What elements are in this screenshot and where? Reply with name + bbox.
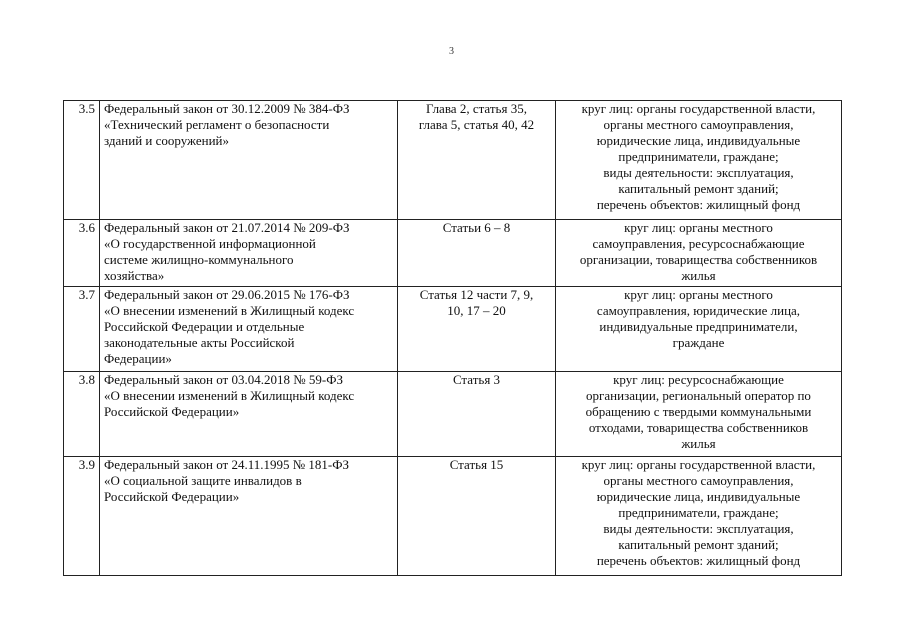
scope-line: обращению с твердыми коммунальными [585,404,812,419]
law-title-line: зданий и сооружений» [104,133,229,148]
table-row [64,457,842,576]
row-number: 3.9 [64,457,100,576]
law-title-line: «Технический регламент о безопасности [104,117,330,132]
scope-cell [556,457,842,576]
articles-line: Статья 3 [452,372,501,387]
scope-line: жилья [681,436,716,451]
law-title-line: системе жилищно-коммунального [104,252,294,267]
articles-cell [398,101,556,220]
scope-cell [556,287,842,372]
scope-line: круг лиц: органы местного [624,220,773,235]
articles-line: Статья 15 [449,457,504,472]
law-title-cell [100,457,398,576]
scope-line: круг лиц: органы государственной власти, [581,101,816,116]
scope-line: индивидуальные предприниматели, [599,319,798,334]
articles-line: Статьи 6 – 8 [442,220,511,235]
articles-line: глава 5, статья 40, 42 [418,117,535,132]
scope-line: отходами, товарищества собственников [588,420,809,435]
scope-line: круг лиц: органы государственной власти, [581,457,816,472]
articles-cell [398,457,556,576]
scope-line: капитальный ремонт зданий; [618,181,779,196]
row-number: 3.6 [64,220,100,287]
law-title-cell [100,372,398,457]
law-title-cell [100,287,398,372]
articles-line: Статья 12 части 7, 9, [419,287,534,302]
articles-cell [398,287,556,372]
scope-line: органы местного самоуправления, [603,117,794,132]
scope-line: юридические лица, индивидуальные [596,133,801,148]
scope-cell [556,372,842,457]
law-title-cell [100,101,398,220]
laws-table [63,100,842,576]
law-title-line: Российской Федерации и отдельные [104,319,305,334]
scope-line: виды деятельности: эксплуатация, [603,521,794,536]
scope-line: капитальный ремонт зданий; [618,537,779,552]
row-number: 3.5 [64,101,100,220]
table-row [64,220,842,287]
articles-cell [398,220,556,287]
law-title-line: Федеральный закон от 29.06.2015 № 176-ФЗ [104,287,350,302]
page-number: 3 [449,46,454,57]
scope-line: жилья [681,268,716,283]
scope-line: круг лиц: органы местного [624,287,773,302]
scope-cell [556,101,842,220]
articles-line: Глава 2, статья 35, [426,101,527,116]
articles-cell [398,372,556,457]
law-title-line: хозяйства» [104,268,165,283]
law-title-line: Федеральный закон от 30.12.2009 № 384-ФЗ [104,101,350,116]
scope-line: предприниматели, граждане; [618,149,779,164]
scope-line: круг лиц: ресурсоснабжающие [613,372,784,387]
articles-line: 10, 17 – 20 [447,303,506,318]
law-title-line: законодательные акты Российской [104,335,295,350]
scope-cell [556,220,842,287]
law-title-line: Федеральный закон от 03.04.2018 № 59-ФЗ [104,372,343,387]
scope-line: самоуправления, юридические лица, [596,303,801,318]
law-title-line: Российской Федерации» [104,489,240,504]
law-title-line: Федерации» [104,351,172,366]
scope-line: организации, региональный оператор по [586,388,811,403]
law-title-line: «О государственной информационной [104,236,316,251]
law-title-cell [100,220,398,287]
law-title-line: «О социальной защите инвалидов в [104,473,302,488]
law-title-line: «О внесении изменений в Жилищный кодекс [104,388,355,403]
table-row [64,372,842,457]
law-title-line: Федеральный закон от 21.07.2014 № 209-ФЗ [104,220,350,235]
scope-line: юридические лица, индивидуальные [596,489,801,504]
laws-table-body [64,101,842,576]
scope-line: граждане [672,335,725,350]
scope-line: предприниматели, граждане; [618,505,779,520]
row-number: 3.8 [64,372,100,457]
law-title-line: Федеральный закон от 24.11.1995 № 181-ФЗ [104,457,350,472]
law-title-line: Российской Федерации» [104,404,240,419]
table-row [64,101,842,220]
scope-line: организации, товарищества собственников [579,252,818,267]
scope-line: виды деятельности: эксплуатация, [603,165,794,180]
scope-line: перечень объектов: жилищный фонд [596,197,801,212]
scope-line: перечень объектов: жилищный фонд [596,553,801,568]
row-number: 3.7 [64,287,100,372]
law-title-line: «О внесении изменений в Жилищный кодекс [104,303,355,318]
scope-line: органы местного самоуправления, [603,473,794,488]
table-row [64,287,842,372]
scope-line: самоуправления, ресурсоснабжающие [592,236,805,251]
